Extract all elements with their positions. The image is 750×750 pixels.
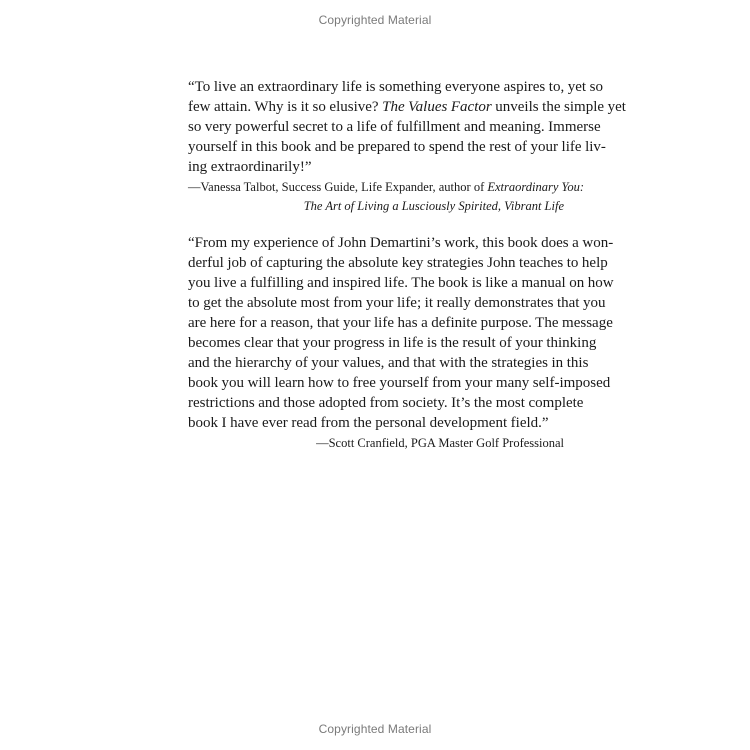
- testimonial-cranfield-attribution: [188, 434, 564, 453]
- quote-line: becomes clear that your progress in life is the result of your thinking: [188, 335, 597, 351]
- attribution-segment: —Vanessa Talbot, Success Guide, Life Expander, author of: [188, 180, 488, 194]
- quote-line: so very powerful secret to a life of fulfillment and meaning. Immerse: [188, 119, 601, 135]
- quote-line: are here for a reason, that your life has a definite purpose. The message: [188, 315, 613, 331]
- quote-line: “To live an extraordinary life is something everyone aspires to, yet so: [188, 79, 603, 95]
- quote-line: restrictions and those adopted from society. It’s the most complete: [188, 395, 584, 411]
- quote-line: “From my experience of John Demartini’s work, this book does a won-: [188, 235, 614, 251]
- quote-line-segment: unveils the simple yet: [491, 99, 626, 115]
- testimonial-talbot-text: [188, 77, 626, 177]
- attribution-line: [188, 178, 585, 197]
- quote-line: yourself in this book and be prepared to spend the rest of your life liv-: [188, 139, 606, 155]
- copyright-watermark-top: Copyrighted Material: [318, 13, 432, 27]
- quote-line: ing extraordinarily!”: [188, 159, 312, 175]
- author-book-subtitle: The Art of Living a Lusciously Spirited, Vibrant Life: [303, 199, 564, 213]
- testimonial-talbot: [188, 77, 626, 216]
- quote-line: and the hierarchy of your values, and that with the strategies in this: [188, 355, 589, 371]
- copyright-watermark-bottom: Copyrighted Material: [318, 722, 432, 736]
- testimonial-cranfield: [188, 233, 614, 453]
- quote-line: derful job of capturing the absolute key strategies John teaches to help: [188, 255, 608, 271]
- testimonial-cranfield-text: [188, 233, 614, 433]
- quote-line: book I have ever read from the personal development field.”: [188, 415, 549, 431]
- quote-line: you live a fulfilling and inspired life. The book is like a manual on how: [188, 275, 614, 291]
- quote-line: to get the absolute most from your life; it really demonstrates that you: [188, 295, 606, 311]
- testimonial-talbot-attribution: [188, 178, 585, 216]
- quote-line: book you will learn how to free yourself from your many self-imposed: [188, 375, 611, 391]
- quote-line-segment: few attain. Why is it so elusive?: [188, 99, 383, 115]
- book-title: The Values Factor: [382, 99, 492, 115]
- author-book-title: Extraordinary You:: [487, 180, 585, 194]
- attribution-line: —Scott Cranfield, PGA Master Golf Professional: [316, 436, 564, 450]
- quote-line: [188, 97, 626, 117]
